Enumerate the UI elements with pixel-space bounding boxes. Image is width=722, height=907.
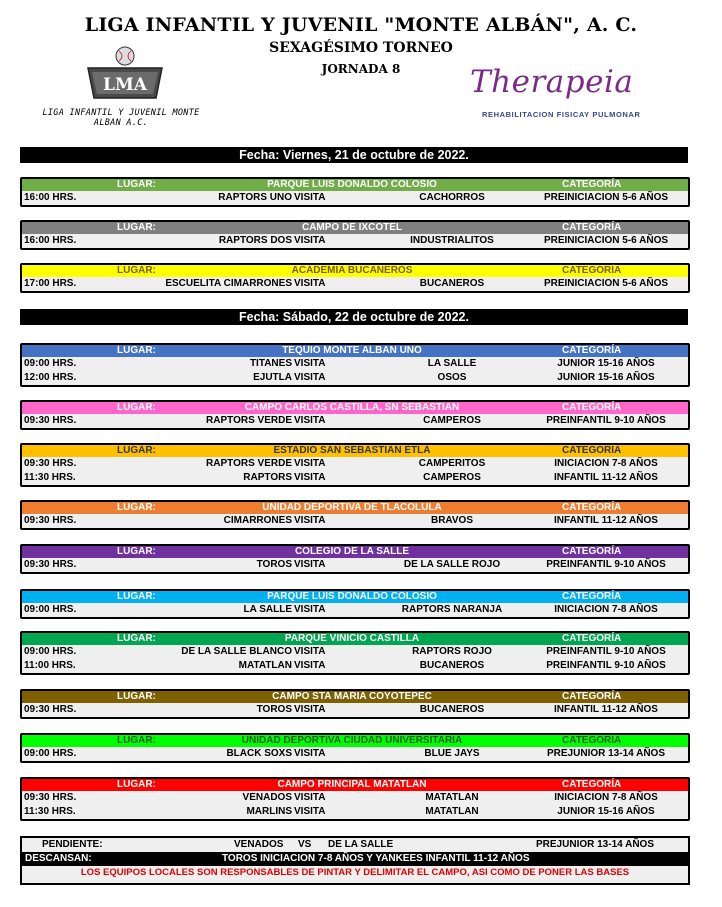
venue-block [20, 177, 690, 207]
league-logo-caption: LIGA INFANTIL Y JUVENIL MONTE ALBAN A.C. [42, 108, 200, 128]
league-logo [28, 38, 212, 126]
home-team: LA SALLE [243, 604, 292, 615]
venue-header [22, 735, 688, 747]
game-time: 16:00 HRS. [24, 235, 77, 246]
game-time: 09:00 HRS. [24, 748, 77, 759]
game-row [22, 645, 688, 659]
visita-label: VISITA [294, 415, 326, 426]
game-category: PREINICIACION 5-6 AÑOS [543, 278, 669, 289]
venue-name: ESTADIO SAN SEBASTIAN ETLA [273, 445, 431, 456]
venue-category-label: CATEGORÍA [562, 222, 622, 233]
rest-text: TOROS INICIACION 7-8 AÑOS Y YANKEES INFANTIL 11-12 AÑOS [222, 853, 530, 864]
home-team: RAPTORS UNO [218, 192, 292, 203]
visita-label: VISITA [294, 515, 326, 526]
venue-lugar-label: LUGAR: [117, 591, 156, 602]
visita-label: VISITA [294, 660, 326, 671]
venue-header [22, 502, 688, 514]
game-time: 09:30 HRS. [24, 559, 77, 570]
game-row [22, 747, 688, 761]
venue-name: TEQUIO MONTE ALBAN UNO [282, 345, 422, 356]
game-row [22, 357, 688, 371]
venue-category-label: CATEGORÍA [562, 546, 622, 557]
home-team: RAPTORS VERDE [206, 458, 292, 469]
game-time: 09:30 HRS. [24, 792, 77, 803]
home-team: DE LA SALLE BLANCO [181, 646, 292, 657]
game-row [22, 277, 688, 291]
venue-block [20, 343, 690, 387]
venue-block [20, 777, 690, 821]
venue-header [22, 179, 688, 191]
venue-lugar-label: LUGAR: [117, 735, 156, 746]
home-team: BLACK SOXS [226, 748, 292, 759]
game-row [22, 514, 688, 528]
sponsor-logo [452, 58, 678, 124]
baseball-badge-icon [80, 46, 170, 102]
visita-label: VISITA [294, 792, 326, 803]
away-team: BUCANEROS [419, 704, 485, 715]
game-row [22, 703, 688, 717]
venue-category-label: CATEGORÍA [562, 691, 622, 702]
game-category: PREINFANTIL 9-10 AÑOS [546, 415, 666, 426]
game-category: INFANTIL 11-12 AÑOS [554, 515, 658, 526]
rest-row [22, 852, 688, 866]
away-team: BLUE JAYS [424, 748, 480, 759]
venue-header [22, 591, 688, 603]
venue-block [20, 220, 690, 250]
pending-away: DE LA SALLE [328, 839, 394, 850]
away-team: BUCANEROS [419, 660, 485, 671]
venue-name: CAMPO CARLOS CASTILLA, SN SEBASTIAN [244, 402, 460, 413]
venue-block [20, 631, 690, 675]
venue-header [22, 222, 688, 234]
venue-category-label: CATEGORÍA [562, 402, 622, 413]
game-time: 12:00 HRS. [24, 372, 77, 383]
venue-name: CAMPO PRINCIPAL MATATLAN [277, 779, 427, 790]
home-team: TOROS [256, 559, 292, 570]
away-team: DE LA SALLE ROJO [403, 559, 501, 570]
game-row [22, 191, 688, 205]
visita-label: VISITA [294, 278, 326, 289]
venue-lugar-label: LUGAR: [117, 691, 156, 702]
game-time: 09:30 HRS. [24, 415, 77, 426]
venue-category-label: CATEGORÍA [562, 345, 622, 356]
game-time: 09:00 HRS. [24, 604, 77, 615]
game-time: 17:00 HRS. [24, 278, 77, 289]
svg-text:LMA: LMA [103, 75, 147, 95]
venue-name: COLEGIO DE LA SALLE [294, 546, 410, 557]
sponsor-caption: REHABILITACION FISICAY PULMONAR [482, 110, 641, 119]
home-team: MATATLAN [238, 660, 292, 671]
visita-label: VISITA [294, 472, 326, 483]
game-category: PREINFANTIL 9-10 AÑOS [546, 559, 666, 570]
venue-block [20, 589, 690, 619]
sponsor-name: Therapeia [470, 64, 634, 100]
venue-header [22, 345, 688, 357]
game-category: INFANTIL 11-12 AÑOS [554, 704, 658, 715]
game-row [22, 414, 688, 428]
game-row [22, 791, 688, 805]
away-team: BRAVOS [430, 515, 474, 526]
venue-header [22, 402, 688, 414]
game-category: PREINICIACION 5-6 AÑOS [543, 192, 669, 203]
venue-header [22, 445, 688, 457]
venue-category-label: CATEGORÍA [562, 445, 622, 456]
venue-lugar-label: LUGAR: [117, 779, 156, 790]
game-time: 11:00 HRS. [24, 660, 76, 671]
game-category: INFANTIL 11-12 AÑOS [554, 472, 658, 483]
game-row [22, 805, 688, 819]
venue-block [20, 733, 690, 763]
venue-name: UNIDAD DEPORTIVA DE TLACOLULA [262, 502, 442, 513]
game-time: 11:30 HRS. [24, 806, 76, 817]
away-team: MATATLAN [425, 806, 479, 817]
home-team: EJUTLA [253, 372, 292, 383]
date-banner: Fecha: Viernes, 21 de octubre de 2022. [20, 147, 688, 163]
game-time: 11:30 HRS. [24, 472, 76, 483]
home-team: VENADOS [242, 792, 292, 803]
venue-lugar-label: LUGAR: [117, 546, 156, 557]
visita-label: VISITA [294, 458, 326, 469]
game-category: INICIACION 7-8 AÑOS [554, 792, 658, 803]
home-team: TOROS [256, 704, 292, 715]
page-title: LIGA INFANTIL Y JUVENIL "MONTE ALBÁN", A. C. [84, 14, 638, 36]
venue-header [22, 265, 688, 277]
home-team: RAPTORS VERDE [206, 415, 292, 426]
rest-label: DESCANSAN: [25, 853, 92, 864]
venue-lugar-label: LUGAR: [117, 222, 156, 233]
pending-category: PREJUNIOR 13-14 AÑOS [536, 839, 654, 850]
home-team: CIMARRONES [223, 515, 292, 526]
venue-lugar-label: LUGAR: [117, 445, 156, 456]
game-time: 09:30 HRS. [24, 458, 77, 469]
game-time: 09:00 HRS. [24, 646, 77, 657]
home-team: ESCUELITA CIMARRONES [165, 278, 292, 289]
venue-name: PARQUE LUIS DONALDO COLOSIO [267, 179, 437, 190]
venue-category-label: CATEGORÍA [562, 502, 622, 513]
venue-lugar-label: LUGAR: [117, 502, 156, 513]
pending-row [22, 838, 688, 852]
visita-label: VISITA [294, 235, 326, 246]
venue-category-label: CATEGORÍA [562, 735, 622, 746]
venue-lugar-label: LUGAR: [117, 402, 156, 413]
visita-label: VISITA [294, 748, 326, 759]
game-time: 09:30 HRS. [24, 515, 77, 526]
venue-category-label: CATEGORÍA [562, 179, 622, 190]
away-team: CAMPEROS [423, 415, 481, 426]
away-team: RAPTORS ROJO [412, 646, 492, 657]
away-team: INDUSTRIALITOS [410, 235, 494, 246]
home-team: RAPTORS [243, 472, 292, 483]
home-team: TITANES [249, 358, 292, 369]
pending-label: PENDIENTE: [42, 839, 103, 850]
round-label: JORNADA 8 [321, 62, 401, 76]
venue-block [20, 544, 690, 574]
venue-block [20, 263, 690, 293]
visita-label: VISITA [294, 358, 326, 369]
game-row [22, 457, 688, 471]
pending-home: VENADOS [234, 839, 284, 850]
venue-header [22, 546, 688, 558]
game-category: JUNIOR 15-16 AÑOS [557, 806, 655, 817]
game-time: 16:00 HRS. [24, 192, 77, 203]
venue-name: PARQUE VINICIO CASTILLA [284, 633, 420, 644]
visita-label: VISITA [294, 704, 326, 715]
visita-label: VISITA [294, 559, 326, 570]
away-team: RAPTORS NARANJA [401, 604, 503, 615]
pending-vs: VS [298, 839, 312, 850]
venue-lugar-label: LUGAR: [117, 345, 156, 356]
venue-name: CAMPO DE IXCOTEL [301, 222, 402, 233]
venue-header [22, 779, 688, 791]
game-category: JUNIOR 15-16 AÑOS [557, 372, 655, 383]
game-category: PREINFANTIL 9-10 AÑOS [546, 646, 666, 657]
venue-category-label: CATEGORÍA [562, 779, 622, 790]
venue-category-label: CATEGORÍA [562, 591, 622, 602]
venue-name: CAMPO STA MARIA COYOTEPEC [272, 691, 432, 702]
game-row [22, 471, 688, 485]
schedule-footer [20, 836, 690, 885]
venue-lugar-label: LUGAR: [117, 265, 156, 276]
game-category: JUNIOR 15-16 AÑOS [557, 358, 655, 369]
venue-category-label: CATEGORÍA [562, 265, 622, 276]
venue-name: ACADEMIA BUCANEROS [291, 265, 413, 276]
venue-name: PARQUE LUIS DONALDO COLOSIO [267, 591, 437, 602]
game-category: INICIACION 7-8 AÑOS [554, 458, 658, 469]
visita-label: VISITA [294, 604, 326, 615]
away-team: OSOS [437, 372, 467, 383]
game-time: 09:00 HRS. [24, 358, 77, 369]
away-team: CAMPERITOS [418, 458, 486, 469]
game-category: PREJUNIOR 13-14 AÑOS [547, 748, 665, 759]
venue-block [20, 500, 690, 530]
away-team: CAMPEROS [423, 472, 481, 483]
visita-label: VISITA [294, 372, 326, 383]
visita-label: VISITA [294, 806, 326, 817]
visita-label: VISITA [294, 646, 326, 657]
venue-header [22, 633, 688, 645]
home-team: RAPTORS DOS [218, 235, 292, 246]
home-team: MARLINS [246, 806, 292, 817]
venue-lugar-label: LUGAR: [117, 179, 156, 190]
game-row [22, 659, 688, 673]
game-row [22, 371, 688, 385]
venue-block [20, 400, 690, 430]
game-time: 09:30 HRS. [24, 704, 77, 715]
venue-lugar-label: LUGAR: [117, 633, 156, 644]
visita-label: VISITA [294, 192, 326, 203]
game-category: PREINFANTIL 9-10 AÑOS [546, 660, 666, 671]
tournament-subtitle: SEXAGÉSIMO TORNEO [269, 40, 453, 56]
venue-block [20, 689, 690, 719]
away-team: CACHORROS [419, 192, 485, 203]
footer-note: LOS EQUIPOS LOCALES SON RESPONSABLES DE PINTAR Y DELIMITAR EL CAMPO, ASI COMO DE PONER LAS BASES [80, 867, 630, 878]
game-category: PREINICIACION 5-6 AÑOS [543, 235, 669, 246]
venue-header [22, 691, 688, 703]
game-row [22, 603, 688, 617]
game-row [22, 234, 688, 248]
game-category: INICIACION 7-8 AÑOS [554, 604, 658, 615]
away-team: LA SALLE [427, 358, 477, 369]
away-team: MATATLAN [425, 792, 479, 803]
venue-category-label: CATEGORÍA [562, 633, 622, 644]
date-banner: Fecha: Sábado, 22 de octubre de 2022. [20, 309, 688, 325]
game-row [22, 558, 688, 572]
venue-name: UNIDAD DEPORTIVA CIUDAD UNIVERSITARIA [241, 735, 463, 746]
away-team: BUCANEROS [419, 278, 485, 289]
venue-block [20, 443, 690, 487]
